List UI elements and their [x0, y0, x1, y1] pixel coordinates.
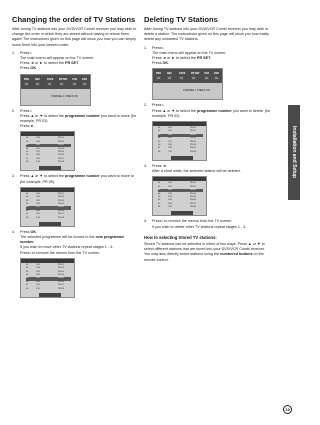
list-cell: C05 — [36, 144, 40, 147]
list-header — [21, 132, 75, 136]
list-cell: PR-03 — [58, 270, 64, 273]
list-cell: PR-02 — [190, 130, 196, 133]
list-cell: PR-03 — [58, 144, 64, 147]
step-line: Press ►. — [20, 124, 36, 129]
list-cell: C09 — [36, 284, 40, 287]
list-cell: PR-07 — [190, 147, 196, 150]
step-line: Press ▲ or ▼ to select the programme number you want to move (for example, PR 03). — [20, 113, 137, 124]
step-line: Press i. — [20, 108, 33, 113]
list-footer — [39, 222, 61, 226]
list-cell: 04 — [158, 192, 161, 195]
step-line: Press OK. — [152, 61, 170, 66]
menu-icon — [214, 76, 219, 80]
list-cell: PR-08 — [58, 216, 64, 219]
menu-icon — [59, 82, 64, 86]
step-number: 4. — [144, 219, 148, 224]
list-cell: C10 — [36, 161, 40, 164]
right-step-4 — [144, 219, 271, 229]
step-line: Press i. — [20, 50, 33, 55]
menu-icon — [47, 82, 52, 86]
step-line: Press i. — [152, 45, 165, 50]
menu-label: REC — [167, 72, 173, 76]
list-cell: 07 — [158, 202, 161, 205]
list-cell: 01 — [26, 263, 29, 266]
menu-label: VCR — [72, 77, 78, 81]
setup-menu-screen — [152, 68, 223, 100]
left-step-3 — [12, 174, 139, 184]
list-cell: PR-04 — [58, 147, 64, 150]
menu-icon — [191, 76, 196, 80]
list-cell: 08 — [26, 287, 29, 290]
right-intro: After tuning TV stations into your DVD/VCR Combi receiver you may wish to delete a station. The instructions given on this page will show you how easily delete any unwanted TV stations. — [144, 27, 269, 42]
step-line: Press ◄. — [152, 164, 168, 169]
list-cell: C03 — [168, 127, 172, 130]
list-cell: PR-04 — [190, 137, 196, 140]
programme-list-screen — [152, 121, 207, 161]
list-cell: 03 — [26, 270, 29, 273]
list-cell: C03 — [168, 182, 172, 185]
list-row — [26, 288, 71, 291]
list-cell: C04 — [36, 196, 40, 199]
list-footer — [39, 293, 61, 297]
list-cell: C09 — [168, 147, 172, 150]
list-cell: 02 — [26, 267, 29, 270]
list-cell: 08 — [158, 206, 161, 209]
step-line: Press ▲ or ▼ to select the programme number you want to move to (for example, PR 05). — [20, 174, 134, 184]
menu-icon — [24, 82, 29, 86]
list-cell: 06 — [26, 280, 29, 283]
list-cell: C06 — [168, 192, 172, 195]
right-step-2 — [144, 103, 271, 119]
list-cell: PR-01 — [58, 192, 64, 195]
list-cell: 03 — [158, 133, 161, 136]
list-footer — [39, 166, 61, 170]
list-cell: C07 — [36, 151, 40, 154]
list-cell: C10 — [36, 216, 40, 219]
menu-label: VCR — [204, 72, 210, 76]
right-step-1 — [144, 46, 271, 67]
list-cell: PR-01 — [58, 263, 64, 266]
step-line: Press ▲ or ▼ to select the programme number you want to delete. (for example, PR 03). — [152, 108, 271, 118]
list-cell: C07 — [168, 140, 172, 143]
left-column — [12, 15, 139, 301]
menu-bar — [21, 75, 91, 89]
list-cell: 05 — [26, 151, 29, 154]
list-cell: C03 — [36, 137, 40, 140]
list-cell: C08 — [168, 144, 172, 147]
list-cell: PR-07 — [58, 284, 64, 287]
subsection-text: Stored TV stations can be selected in either of two ways. Press ▲ or ▼ to select different stations that are tuned into your DVD/VCR Combi receiver. You may also directly select stations using the numbered buttons on the remote control. — [144, 242, 265, 262]
list-cell: 07 — [26, 213, 29, 216]
list-cell: 01 — [26, 192, 29, 195]
right-step-3 — [144, 164, 271, 174]
menu-label: PRG — [24, 77, 30, 81]
list-footer — [171, 211, 193, 215]
list-cell: PR-04 — [58, 203, 64, 206]
list-row — [26, 217, 71, 220]
setup-menu-screen — [20, 74, 91, 106]
list-cell: 02 — [158, 130, 161, 133]
list-cell: PR-03 — [190, 189, 196, 192]
left-step-4 — [12, 230, 139, 256]
list-cell: PR-08 — [190, 206, 196, 209]
list-cell: PR-05 — [58, 277, 64, 280]
list-cell: PR-07 — [190, 202, 196, 205]
list-cell: PR-02 — [58, 196, 64, 199]
list-cell: PR-05 — [58, 151, 64, 154]
step-line: Press ◄ or ► to select the PR SET. — [20, 61, 80, 66]
list-cell: 02 — [26, 140, 29, 143]
step-line: The main menu will appear on the TV screen. — [152, 50, 227, 55]
list-cell: 08 — [158, 150, 161, 153]
list-cell: PR-08 — [58, 287, 64, 290]
step-line: Press i to remove the menus from the TV screen. — [20, 250, 101, 255]
step-number: 1. — [144, 45, 148, 50]
menu-label: REC — [35, 77, 41, 81]
list-cell: PR-04 — [190, 192, 196, 195]
list-cell: PR-03 — [58, 199, 64, 202]
programme-list-screen — [20, 187, 75, 227]
list-cell: PR-02 — [58, 140, 64, 143]
list-cell: 08 — [26, 216, 29, 219]
list-header — [21, 188, 75, 192]
left-step-2 — [12, 109, 139, 130]
list-cell: PR-06 — [58, 280, 64, 283]
menu-label: DATE — [47, 77, 54, 81]
step-line: After a short while, the selected station will be deleted. — [152, 169, 241, 174]
list-cell: C05 — [36, 270, 40, 273]
step-line: If you wish to delete other TV stations repeat stages 1 - 3. — [152, 224, 247, 229]
list-cell: PR-06 — [190, 144, 196, 147]
menu-icon — [35, 82, 40, 86]
list-cell: PR-08 — [190, 150, 196, 153]
list-cell: C09 — [36, 157, 40, 160]
menu-icon — [72, 82, 77, 86]
menu-icon — [179, 76, 184, 80]
list-cell: 05 — [26, 277, 29, 280]
list-cell: C08 — [36, 154, 40, 157]
list-cell: PR-06 — [58, 154, 64, 157]
programme-list-screen — [20, 131, 75, 171]
list-cell: 05 — [158, 196, 161, 199]
side-tab — [288, 105, 300, 200]
list-cell: C04 — [36, 140, 40, 143]
list-cell: 06 — [26, 154, 29, 157]
list-cell: PR-01 — [190, 127, 196, 130]
step-line: If you wish to move other TV stations repeat stages 1 - 4. — [20, 245, 114, 250]
menu-label: DVD — [82, 77, 88, 81]
list-cell: 04 — [26, 147, 29, 150]
list-cell: 01 — [158, 127, 161, 130]
right-title: Deleting TV Stations — [144, 15, 218, 24]
list-cell: 03 — [158, 189, 161, 192]
list-cell: 03 — [26, 199, 29, 202]
menu-icon — [167, 76, 172, 80]
side-tab-label: Installation and Setup — [291, 126, 297, 178]
list-cell: C05 — [168, 133, 172, 136]
menu-icon — [204, 76, 209, 80]
list-cell: PR-05 — [58, 206, 64, 209]
list-cell: C08 — [36, 280, 40, 283]
list-cell: PR-02 — [58, 267, 64, 270]
channel-status: CHANNEL 1 CHECK ON — [183, 89, 210, 93]
list-cell: 05 — [26, 206, 29, 209]
list-cell: 07 — [158, 147, 161, 150]
step-number: 3. — [12, 174, 16, 179]
subsection-title: How to selecting Stored TV stations: — [144, 234, 217, 240]
right-column — [144, 15, 271, 263]
programme-list-screen — [152, 176, 207, 216]
list-cell: 02 — [26, 196, 29, 199]
list-cell: C03 — [36, 192, 40, 195]
step-number: 2. — [144, 103, 148, 108]
step-number: 3. — [144, 164, 148, 169]
list-cell: C08 — [168, 199, 172, 202]
list-cell: C10 — [168, 206, 172, 209]
list-cell: 04 — [158, 137, 161, 140]
list-cell: PR-07 — [58, 213, 64, 216]
list-cell: C07 — [36, 206, 40, 209]
step-line: The main menu will appear on the TV screen. — [20, 56, 95, 61]
list-cell: C03 — [36, 263, 40, 266]
list-footer — [171, 156, 193, 160]
list-cell: C06 — [36, 203, 40, 206]
list-cell: C10 — [168, 150, 172, 153]
menu-label: PR SET — [59, 77, 68, 81]
menu-label: DATE — [179, 72, 186, 76]
list-cell: PR-06 — [58, 209, 64, 212]
step-number: 1. — [12, 50, 16, 55]
list-header — [153, 177, 207, 181]
step-line: Press i. — [152, 103, 165, 108]
list-cell: 06 — [158, 144, 161, 147]
list-cell: C04 — [36, 267, 40, 270]
step-line: Press OK. — [20, 229, 38, 234]
list-cell: 07 — [26, 157, 29, 160]
left-intro: After tuning TV stations into your DVD/VCR Combi receiver you may wish to change the order in which they are stored without having to retune them again! The instructions given on this page will show you how you can simply move them into your desired order. — [12, 27, 137, 47]
list-cell: 08 — [26, 161, 29, 164]
left-step-1 — [12, 51, 139, 72]
list-row — [158, 206, 203, 209]
page-number: 19 — [283, 405, 292, 414]
list-cell: PR-06 — [190, 199, 196, 202]
list-cell: C06 — [168, 137, 172, 140]
menu-bar — [153, 69, 223, 83]
menu-label: PR SET — [191, 72, 200, 76]
menu-label: PRG — [156, 72, 162, 76]
list-cell: 05 — [158, 140, 161, 143]
list-cell: 07 — [26, 284, 29, 287]
list-cell: C09 — [168, 202, 172, 205]
list-cell: PR-08 — [58, 161, 64, 164]
left-title: Changing the order of TV Stations — [12, 15, 136, 24]
step-line: The selected programme will be moved to the new programme number. — [20, 235, 125, 245]
menu-label: DVD — [214, 72, 220, 76]
list-cell: C05 — [168, 189, 172, 192]
list-cell: PR-01 — [190, 182, 196, 185]
list-cell: C07 — [36, 277, 40, 280]
list-cell: 06 — [158, 199, 161, 202]
list-cell: PR-03 — [190, 133, 196, 136]
list-cell: PR-07 — [58, 157, 64, 160]
list-cell: C10 — [36, 287, 40, 290]
step-line: Press OK. — [20, 66, 38, 71]
list-row — [158, 151, 203, 154]
menu-icon — [82, 82, 87, 86]
channel-status: CHANNEL 1 CHECK ON — [51, 94, 78, 98]
list-cell: 02 — [158, 185, 161, 188]
list-cell: 04 — [26, 274, 29, 277]
list-cell: C08 — [36, 209, 40, 212]
list-cell: C05 — [36, 199, 40, 202]
list-cell: C06 — [36, 274, 40, 277]
list-cell: PR-01 — [58, 137, 64, 140]
step-number: 4. — [12, 229, 16, 234]
list-cell: 01 — [158, 182, 161, 185]
list-header — [21, 259, 75, 263]
step-line: Press ◄ or ► to select the PR SET. — [152, 56, 212, 61]
list-cell: PR-05 — [190, 196, 196, 199]
list-cell: C09 — [36, 213, 40, 216]
programme-list-screen — [20, 258, 75, 298]
list-row — [26, 161, 71, 164]
list-cell: 04 — [26, 203, 29, 206]
list-cell: 03 — [26, 144, 29, 147]
list-cell: PR-05 — [190, 140, 196, 143]
step-number: 2. — [12, 108, 16, 113]
list-cell: C04 — [168, 185, 172, 188]
list-cell: C04 — [168, 130, 172, 133]
list-cell: 06 — [26, 209, 29, 212]
list-cell: PR-04 — [58, 274, 64, 277]
step-line: Press i to remove the menus from the TV screen. — [152, 219, 233, 224]
menu-icon — [156, 76, 161, 80]
list-header — [153, 122, 207, 126]
list-cell: C06 — [36, 147, 40, 150]
list-cell: PR-02 — [190, 185, 196, 188]
list-cell: 01 — [26, 137, 29, 140]
list-cell: C07 — [168, 196, 172, 199]
